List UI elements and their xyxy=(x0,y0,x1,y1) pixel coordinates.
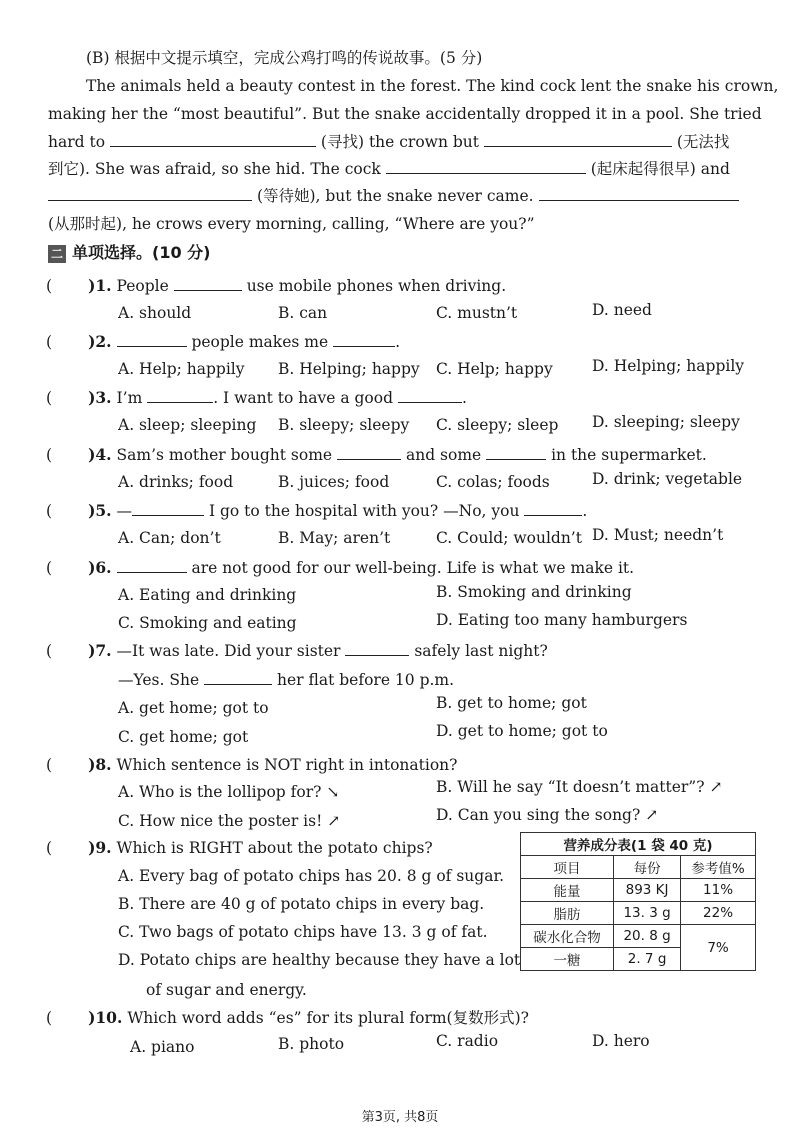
q1-stem xyxy=(46,276,506,296)
q9-option-d[interactable]: D. Potato chips are healthy because they have a lot xyxy=(118,951,521,969)
q3-option-a[interactable]: A. sleep; sleeping xyxy=(118,416,257,434)
stem-text: use mobile phones when driving. xyxy=(246,277,507,295)
stem-text: Which sentence is NOT right in intonation? xyxy=(116,756,458,774)
answer-blank[interactable] xyxy=(345,641,409,656)
nutrition-cell: 20. 8 g xyxy=(614,925,681,948)
nutrition-table xyxy=(520,832,756,971)
stem-text: — xyxy=(116,502,133,520)
story-line-3 xyxy=(48,132,729,152)
q1-option-b[interactable]: B. can xyxy=(278,304,328,322)
stem-text: Which is RIGHT about the potato chips? xyxy=(116,839,433,857)
stem-text: safely last night? xyxy=(414,642,548,660)
q4-number: )4. xyxy=(88,445,112,464)
nutrition-cell: 2. 7 g xyxy=(614,948,681,971)
q4-stem xyxy=(46,445,707,465)
q8-number: )8. xyxy=(88,755,112,774)
q10-option-b[interactable]: B. photo xyxy=(278,1035,345,1053)
q10-stem xyxy=(46,1008,529,1028)
q5-option-a[interactable]: A. Can; don’t xyxy=(118,529,221,547)
q6-option-a[interactable]: A. Eating and drinking xyxy=(118,586,297,604)
answer-blank[interactable] xyxy=(204,670,272,685)
stem-text: and some xyxy=(405,446,482,464)
answer-paren: ( xyxy=(46,559,53,577)
q3-number: )3. xyxy=(88,388,112,407)
q5-option-d[interactable]: D. Must; needn’t xyxy=(592,526,724,544)
q7-stem-2 xyxy=(118,670,454,690)
q9-stem xyxy=(46,838,433,858)
q10-number: )10. xyxy=(88,1008,123,1027)
story-line-1: The animals held a beauty contest in the forest. The kind cock lent the snake his crown, xyxy=(86,77,779,95)
stem-text: her flat before 10 p.m. xyxy=(277,671,455,689)
answer-blank[interactable] xyxy=(524,501,582,516)
q4-option-a[interactable]: A. drinks; food xyxy=(118,473,234,491)
story-text: (等待她), but the snake never came. xyxy=(256,187,534,205)
q2-number: )2. xyxy=(88,332,112,351)
q1-option-c[interactable]: C. mustn’t xyxy=(436,304,518,322)
q8-option-a[interactable]: A. Who is the lollipop for? ↘ xyxy=(118,783,340,801)
nutrition-header: 每份 xyxy=(614,856,681,879)
nutrition-header: 项目 xyxy=(521,856,614,879)
q2-option-a[interactable]: A. Help; happily xyxy=(118,360,245,378)
q8-option-c[interactable]: C. How nice the poster is! ↗ xyxy=(118,812,341,830)
q6-option-d[interactable]: D. Eating too many hamburgers xyxy=(436,611,688,629)
stem-text: People xyxy=(116,277,169,295)
nutrition-cell: 脂肪 xyxy=(521,902,614,925)
stem-text: . I want to have a good xyxy=(213,389,393,407)
stem-text: people makes me xyxy=(191,333,329,351)
answer-paren: ( xyxy=(46,446,53,464)
story-line-5 xyxy=(48,186,739,206)
q8-option-b[interactable]: B. Will he say “It doesn’t matter”? ↗ xyxy=(436,778,723,796)
stem-text: in the supermarket. xyxy=(551,446,707,464)
q7-stem xyxy=(46,641,548,661)
q4-option-c[interactable]: C. colas; foods xyxy=(436,473,550,491)
q6-stem xyxy=(46,558,634,578)
nutrition-cell: 11% xyxy=(681,879,756,902)
q10-option-a[interactable]: A. piano xyxy=(130,1038,195,1056)
answer-blank[interactable] xyxy=(174,276,242,291)
nutrition-title: 营养成分表(1 袋 40 克) xyxy=(521,833,756,856)
answer-paren: ( xyxy=(46,642,53,660)
q3-option-c[interactable]: C. sleepy; sleep xyxy=(436,416,559,434)
stem-text: are not good for our well-being. Life is what we make it. xyxy=(191,559,635,577)
q9-option-d-cont: of sugar and energy. xyxy=(146,981,307,999)
nutrition-cell: 22% xyxy=(681,902,756,925)
stem-text: —Yes. She xyxy=(118,671,200,689)
answer-blank[interactable] xyxy=(110,132,316,147)
answer-blank[interactable] xyxy=(486,445,546,460)
partB-heading: (B) 根据中文提示填空，完成公鸡打鸣的传说故事。(5 分) xyxy=(86,49,483,67)
stem-text: Which word adds “es” for its plural form(复数形式)? xyxy=(127,1009,529,1027)
q8-stem xyxy=(46,755,457,775)
q1-option-a[interactable]: A. should xyxy=(118,304,192,322)
answer-blank[interactable] xyxy=(539,186,739,201)
story-line-6: (从那时起), he crows every morning, calling, “Where are you?” xyxy=(48,215,535,233)
story-text: hard to xyxy=(48,133,106,151)
q2-option-b[interactable]: B. Helping; happy xyxy=(278,360,420,378)
q6-option-b[interactable]: B. Smoking and drinking xyxy=(436,583,632,601)
answer-blank[interactable] xyxy=(386,159,586,174)
stem-text: . xyxy=(395,333,400,351)
q6-option-c[interactable]: C. Smoking and eating xyxy=(118,614,297,632)
q2-option-d[interactable]: D. Helping; happily xyxy=(592,357,745,375)
stem-text: I go to the hospital with you? —No, you xyxy=(208,502,520,520)
story-text: (无法找 xyxy=(676,133,730,151)
story-line-2: making her the “most beautiful”. But the snake accidentally dropped it in a pool. She tried xyxy=(48,105,762,123)
q4-option-d[interactable]: D. drink; vegetable xyxy=(592,470,743,488)
answer-blank[interactable] xyxy=(337,445,401,460)
answer-blank[interactable] xyxy=(147,388,213,403)
nutrition-cell: 13. 3 g xyxy=(614,902,681,925)
answer-paren: ( xyxy=(46,333,53,351)
answer-paren: ( xyxy=(46,277,53,295)
section-title-text: 单项选择。(10 分) xyxy=(72,243,211,262)
q7-option-b[interactable]: B. get to home; got xyxy=(436,694,587,712)
answer-paren: ( xyxy=(46,839,53,857)
section-badge: 二 xyxy=(48,245,66,263)
stem-text: . xyxy=(582,502,588,520)
answer-blank[interactable] xyxy=(484,132,672,147)
answer-blank[interactable] xyxy=(132,501,204,516)
nutrition-cell: 893 KJ xyxy=(614,879,681,902)
q8-option-d[interactable]: D. Can you sing the song? ↗ xyxy=(436,806,659,824)
answer-blank[interactable] xyxy=(117,332,187,347)
nutrition-cell: 能量 xyxy=(521,879,614,902)
q3-stem xyxy=(46,388,467,408)
q4-option-b[interactable]: B. juices; food xyxy=(278,473,390,491)
q10-option-d[interactable]: D. hero xyxy=(592,1032,650,1050)
answer-blank[interactable] xyxy=(398,388,462,403)
q1-number: )1. xyxy=(88,276,112,295)
answer-blank[interactable] xyxy=(48,186,252,201)
stem-text: I’m xyxy=(116,389,143,407)
answer-paren: ( xyxy=(46,1009,53,1027)
answer-paren: ( xyxy=(46,756,53,774)
stem-text: . xyxy=(461,389,467,407)
nutrition-header: 参考值% xyxy=(681,856,756,879)
q1-option-d[interactable]: D. need xyxy=(592,301,652,319)
q7-option-c[interactable]: C. get home; got xyxy=(118,728,249,746)
q7-number: )7. xyxy=(88,641,112,660)
q6-number: )6. xyxy=(88,558,112,577)
story-text: 到它). She was afraid, so she hid. The cock xyxy=(48,160,381,178)
q9-number: )9. xyxy=(88,838,112,857)
q5-option-c[interactable]: C. Could; wouldn’t xyxy=(436,529,582,547)
q7-option-a[interactable]: A. get home; got to xyxy=(118,699,269,717)
nutrition-cell: 7% xyxy=(681,925,756,971)
q9-option-c[interactable]: C. Two bags of potato chips have 13. 3 g of fat. xyxy=(118,923,488,941)
nutrition-cell: 碳水化合物 xyxy=(521,925,614,948)
story-text: (寻找) the crown but xyxy=(320,133,479,151)
section-title xyxy=(48,242,210,264)
page-number: 第3页, 共8页 xyxy=(361,1110,439,1125)
q9-option-b[interactable]: B. There are 40 g of potato chips in every bag. xyxy=(118,895,485,913)
q3-option-b[interactable]: B. sleepy; sleepy xyxy=(278,416,410,434)
answer-paren: ( xyxy=(46,502,53,520)
q2-option-c[interactable]: C. Help; happy xyxy=(436,360,553,378)
q5-option-b[interactable]: B. May; aren’t xyxy=(278,529,391,547)
story-line-4 xyxy=(48,159,730,179)
q9-option-a[interactable]: A. Every bag of potato chips has 20. 8 g of sugar. xyxy=(118,867,505,885)
answer-blank[interactable] xyxy=(333,332,395,347)
q10-option-c[interactable]: C. radio xyxy=(436,1032,499,1050)
story-text: (起床起得很早) and xyxy=(590,160,730,178)
q3-option-d[interactable]: D. sleeping; sleepy xyxy=(592,413,740,431)
q5-stem xyxy=(46,501,587,521)
q5-number: )5. xyxy=(88,501,112,520)
q2-stem xyxy=(46,332,400,352)
answer-blank[interactable] xyxy=(117,558,187,573)
q7-option-d[interactable]: D. get to home; got to xyxy=(436,722,608,740)
stem-text: Sam’s mother bought some xyxy=(116,446,333,464)
stem-text: —It was late. Did your sister xyxy=(116,642,341,660)
answer-paren: ( xyxy=(46,389,53,407)
nutrition-cell: 一糖 xyxy=(521,948,614,971)
